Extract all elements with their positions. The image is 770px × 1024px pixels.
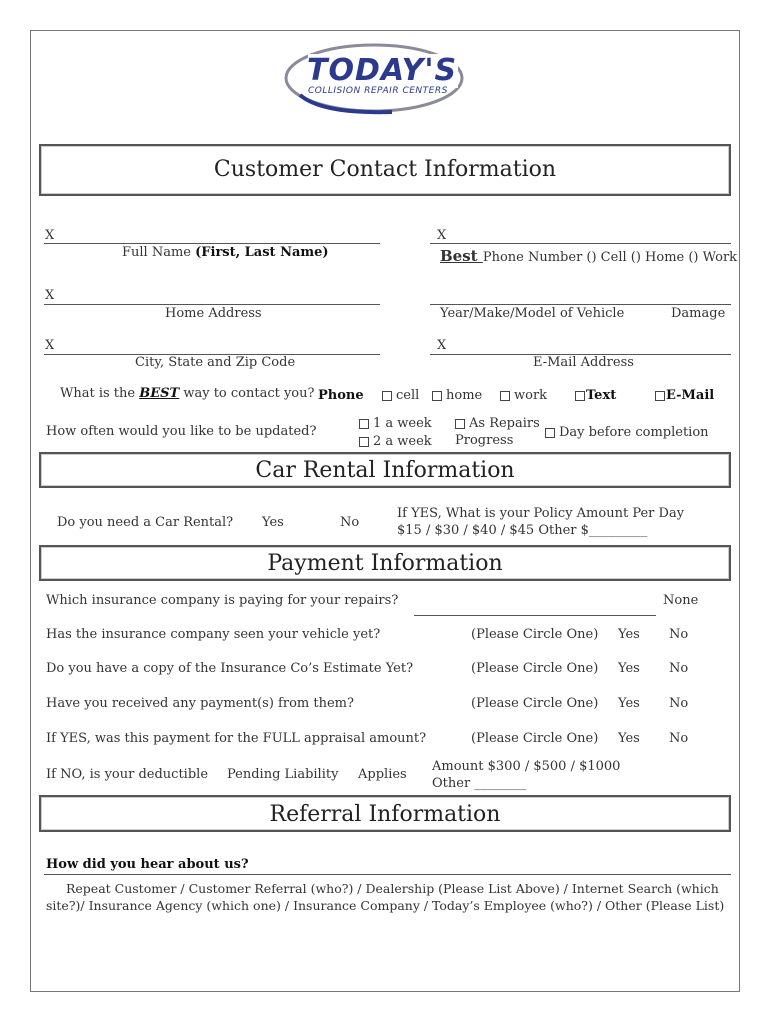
circle-instruction: (Please Circle One) [471, 627, 599, 642]
referral-options-line1: Repeat Customer / Customer Referral (who?) / Dealership (Please List Above) / Internet Search (which [66, 881, 719, 896]
rental-no-option[interactable]: No [340, 515, 360, 530]
estimate-copy-question: Do you have a copy of the Insurance Co’s Estimate Yet? [46, 661, 414, 676]
yes-option[interactable]: Yes [618, 696, 640, 711]
yes-option[interactable]: Yes [618, 731, 640, 746]
section-title: Referral Information [269, 802, 501, 827]
deductible-amount-options[interactable]: Amount $300 / $500 / $1000 [432, 759, 621, 774]
circle-instruction: (Please Circle One) [471, 696, 599, 711]
phone-option-label: Phone [318, 388, 364, 403]
city-label: City, State and Zip Code [135, 355, 296, 370]
section-header-rental [39, 452, 731, 488]
two-week-checkbox[interactable]: 2 a week [359, 434, 432, 449]
no-option[interactable]: No [669, 661, 689, 676]
x-mark: X [45, 288, 55, 303]
referral-options-line2: site?)/ Insurance Agency (which one) / Insurance Company / Today’s Employee (who?) / Other (Please List) [46, 898, 725, 913]
section-header-contact [39, 144, 731, 196]
applies-option[interactable]: Applies [358, 767, 407, 782]
section-title: Payment Information [267, 551, 503, 576]
rental-yes-option[interactable]: Yes [262, 515, 284, 530]
best-way-question: What is the BEST way to contact you? [60, 386, 315, 401]
vehicle-label: Year/Make/Model of Vehicle [440, 306, 625, 321]
full-name-line[interactable] [44, 243, 380, 244]
rental-question: Do you need a Car Rental? [57, 515, 234, 530]
day-before-checkbox[interactable]: Day before completion [545, 425, 709, 440]
address-line[interactable] [44, 304, 380, 305]
as-repairs-checkbox[interactable]: As Repairs [455, 416, 540, 431]
no-option[interactable]: No [669, 627, 689, 642]
circle-instruction: (Please Circle One) [471, 661, 599, 676]
section-header-payment [39, 545, 731, 581]
cell-checkbox[interactable]: cell [382, 388, 419, 403]
vehicle-line[interactable] [430, 304, 731, 305]
x-mark: X [437, 338, 447, 353]
logo-main-text: TODAY'S [307, 53, 458, 88]
email-checkbox[interactable]: E-Mail [655, 388, 714, 403]
x-mark: X [45, 338, 55, 353]
policy-amount-options[interactable]: $15 / $30 / $40 / $45 Other $_________ [397, 523, 648, 538]
none-option[interactable]: None [663, 593, 699, 608]
yes-option[interactable]: Yes [618, 661, 640, 676]
phone-line[interactable] [430, 243, 731, 244]
update-frequency-question: How often would you like to be updated? [46, 424, 317, 439]
deductible-question: If NO, is your deductible [46, 767, 209, 782]
no-option[interactable]: No [669, 696, 689, 711]
full-appraisal-question: If YES, was this payment for the FULL appraisal amount? [46, 731, 427, 746]
payment-received-question: Have you received any payment(s) from them? [46, 696, 354, 711]
section-title: Customer Contact Information [213, 157, 557, 182]
email-label: E-Mail Address [533, 355, 634, 370]
no-option[interactable]: No [669, 731, 689, 746]
referral-question: How did you hear about us? [46, 857, 249, 872]
home-address-label: Home Address [165, 306, 262, 321]
x-mark: X [45, 228, 55, 243]
logo-sub-text: COLLISION REPAIR CENTERS [308, 86, 448, 96]
home-checkbox[interactable]: home [432, 388, 482, 403]
one-week-checkbox[interactable]: 1 a week [359, 416, 432, 431]
full-name-label: Full Name (First, Last Name) [122, 245, 329, 260]
progress-label: Progress [455, 433, 514, 448]
x-mark: X [437, 228, 447, 243]
deductible-other-field[interactable]: Other ________ [432, 776, 527, 791]
work-checkbox[interactable]: work [500, 388, 547, 403]
text-checkbox[interactable]: Text [575, 388, 616, 403]
pending-liability-option[interactable]: Pending Liability [227, 767, 339, 782]
policy-amount-question: If YES, What is your Policy Amount Per Day [397, 506, 685, 521]
damage-label: Damage [671, 306, 726, 321]
phone-label: Best Phone Number () Cell () Home () Work [440, 247, 738, 265]
insurance-company-line[interactable] [414, 615, 656, 616]
section-header-referral [39, 795, 731, 832]
vehicle-seen-question: Has the insurance company seen your vehicle yet? [46, 627, 381, 642]
circle-instruction: (Please Circle One) [471, 731, 599, 746]
section-title: Car Rental Information [255, 458, 515, 483]
yes-option[interactable]: Yes [618, 627, 640, 642]
referral-line [44, 874, 731, 875]
insurance-company-question: Which insurance company is paying for your repairs? [46, 593, 399, 608]
